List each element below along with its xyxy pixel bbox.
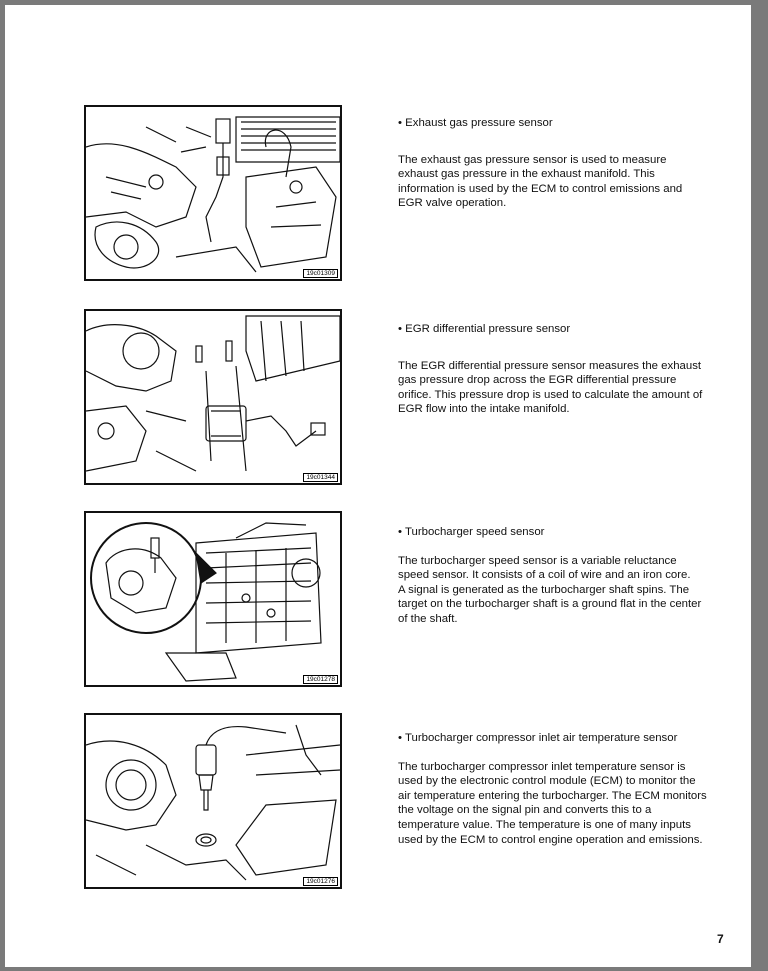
figure-code: 19c01278 [303, 675, 338, 684]
egr-differential-pressure-sensor-text [398, 322, 708, 417]
figure-code: 19c01344 [303, 473, 338, 482]
exhaust-gas-pressure-sensor-figure [84, 105, 342, 281]
manual-page [5, 5, 751, 967]
section-body: The turbocharger speed sensor is a variable reluctance speed sensor. It consists of a coil of wire and an iron core. A signal is generated as the turbocharger shaft spins. The target on the turbocharger shaft is a ground flat in the center of the shaft. [398, 554, 702, 625]
turbocharger-inlet-air-temperature-sensor-figure [84, 713, 342, 889]
section-heading: • EGR differential pressure sensor [398, 323, 571, 335]
section-body: The exhaust gas pressure sensor is used to measure exhaust gas pressure in the exhaust manifold. This information is used by the ECM to control emissions and EGR valve operation. [398, 153, 683, 210]
inlet-temp-sensor-illustration [86, 715, 340, 887]
turbocharger-speed-sensor-figure [84, 511, 342, 687]
section-heading: • Exhaust gas pressure sensor [398, 117, 553, 129]
turbo-speed-sensor-illustration [86, 513, 340, 685]
exhaust-sensor-illustration [86, 107, 340, 279]
section-body: The turbocharger compressor inlet temperature sensor is used by the electronic control module (ECM) to monitor the air temperature entering the turbocharger. The ECM monitors the voltage on the signal pin and converts this to a temperature value. The temperature is one of many inputs used by the ECM to control engine operation and emissions. [398, 760, 707, 846]
turbocharger-speed-sensor-text [398, 525, 708, 627]
egr-sensor-illustration [86, 311, 340, 483]
section-heading: • Turbocharger compressor inlet air temperature sensor [398, 732, 678, 744]
section-body: The EGR differential pressure sensor measures the exhaust gas pressure drop across the EGR differential pressure orifice. This pressure drop is used to calculate the amount of EGR flow into the intake manifold. [398, 359, 703, 416]
figure-code: 19c01276 [303, 877, 338, 886]
egr-differential-pressure-sensor-figure [84, 309, 342, 485]
turbocharger-inlet-air-temperature-sensor-text [398, 731, 708, 847]
exhaust-gas-pressure-sensor-text [398, 116, 708, 211]
figure-code: 19c01309 [303, 269, 338, 278]
page-number: 7 [717, 932, 724, 946]
section-heading: • Turbocharger speed sensor [398, 526, 545, 538]
